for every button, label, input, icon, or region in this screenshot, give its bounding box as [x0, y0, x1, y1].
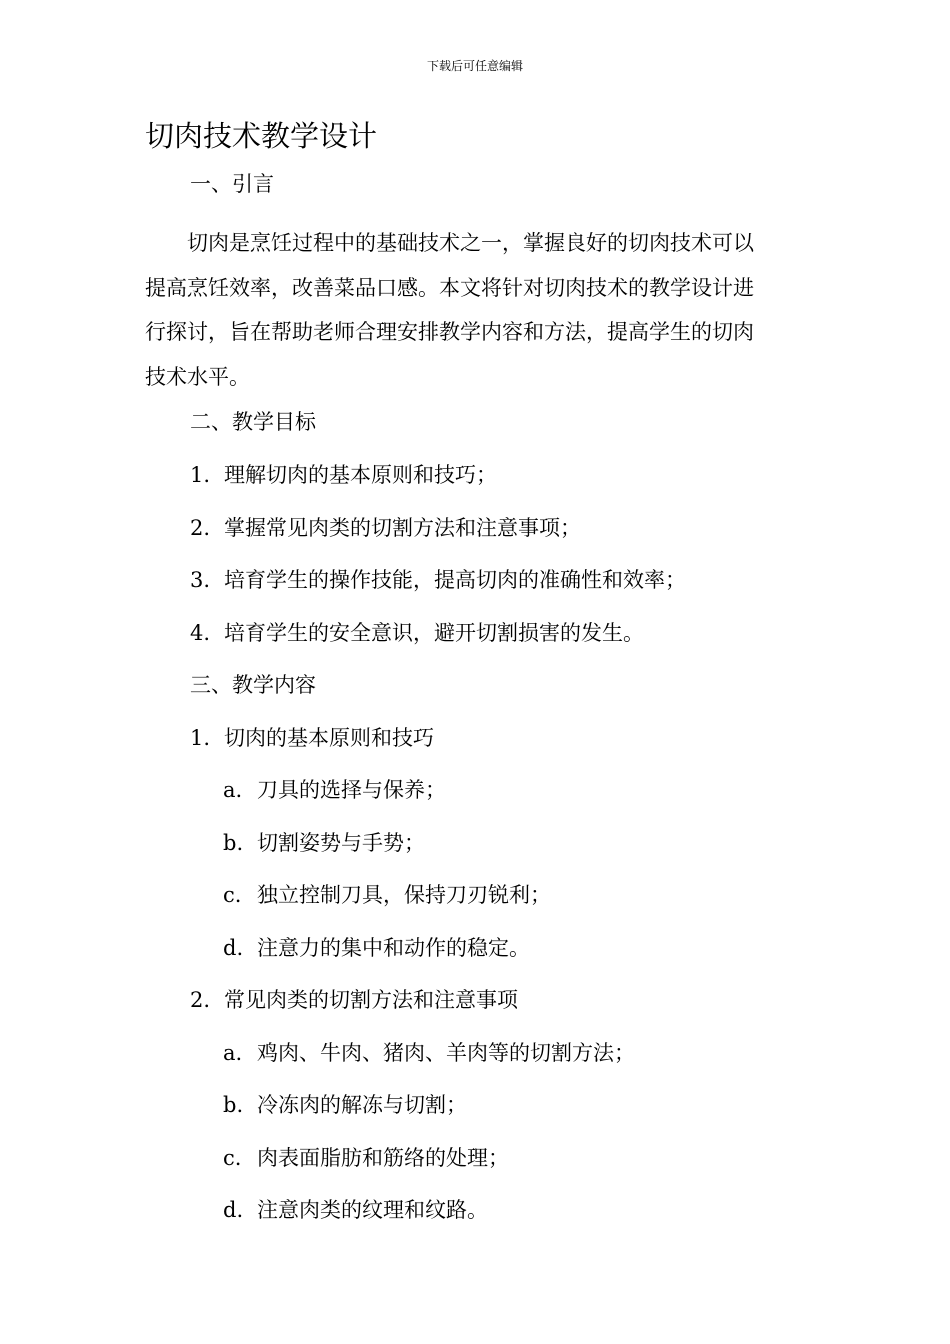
- section-heading-content: 三、教学内容: [190, 673, 316, 697]
- section-heading-introduction: 一、引言: [190, 172, 274, 196]
- paragraph-line: 切肉是烹饪过程中的基础技术之一，掌握良好的切肉技术可以: [145, 231, 754, 255]
- subitem-text: 冷冻肉的解冻与切割；: [257, 1093, 467, 1117]
- subitem-letter: a.: [223, 778, 243, 802]
- subitem-letter: d.: [223, 936, 244, 960]
- content-group-heading: [190, 986, 518, 1014]
- item-number: 3.: [190, 568, 211, 592]
- content-group-heading: [190, 724, 434, 752]
- item-number: 2.: [190, 516, 211, 540]
- subitem-letter: a.: [223, 1041, 243, 1065]
- content-subitem: [223, 776, 446, 804]
- item-number: 2.: [190, 988, 211, 1012]
- content-subitem: [223, 1091, 467, 1119]
- subitem-letter: c.: [223, 883, 242, 907]
- subitem-text: 刀具的选择与保养；: [257, 778, 446, 802]
- item-number: 4.: [190, 621, 211, 645]
- subitem-text: 注意肉类的纹理和纹路。: [257, 1198, 488, 1222]
- objective-item: [190, 566, 686, 594]
- introduction-paragraph: [145, 221, 795, 399]
- subitem-text: 鸡肉、牛肉、猪肉、羊肉等的切割方法；: [257, 1041, 635, 1065]
- subitem-text: 切割姿势与手势；: [257, 831, 425, 855]
- document-title: 切肉技术教学设计: [145, 119, 378, 153]
- content-subitem: [223, 1196, 488, 1224]
- item-text: 切肉的基本原则和技巧: [224, 726, 434, 750]
- subitem-letter: d.: [223, 1198, 244, 1222]
- subitem-letter: b.: [223, 1093, 244, 1117]
- item-text: 培育学生的操作技能，提高切肉的准确性和效率；: [224, 568, 686, 592]
- content-subitem: [223, 1039, 635, 1067]
- subitem-letter: c.: [223, 1146, 242, 1170]
- section-heading-objectives: 二、教学目标: [190, 410, 316, 434]
- content-subitem: [223, 829, 425, 857]
- paragraph-line: 行探讨，旨在帮助老师合理安排教学内容和方法，提高学生的切肉: [145, 320, 754, 344]
- item-text: 培育学生的安全意识，避开切割损害的发生。: [224, 621, 644, 645]
- item-text: 常见肉类的切割方法和注意事项: [224, 988, 518, 1012]
- subitem-letter: b.: [223, 831, 244, 855]
- item-text: 掌握常见肉类的切割方法和注意事项；: [224, 516, 581, 540]
- subitem-text: 独立控制刀具，保持刀刃锐利；: [257, 883, 551, 907]
- page-header: 下载后可任意编辑: [426, 59, 523, 73]
- objective-item: [190, 461, 497, 489]
- objective-item: [190, 619, 644, 647]
- content-subitem: [223, 1144, 509, 1172]
- content-subitem: [223, 934, 530, 962]
- paragraph-line: 提高烹饪效率，改善菜品口感。本文将针对切肉技术的教学设计进: [145, 275, 754, 300]
- objective-item: [190, 514, 581, 542]
- content-subitem: [223, 881, 551, 909]
- subitem-text: 注意力的集中和动作的稳定。: [257, 936, 530, 960]
- paragraph-line: 技术水平。: [145, 364, 250, 389]
- item-number: 1.: [190, 463, 211, 487]
- subitem-text: 肉表面脂肪和筋络的处理；: [257, 1146, 509, 1170]
- item-number: 1.: [190, 726, 211, 750]
- item-text: 理解切肉的基本原则和技巧；: [224, 463, 497, 487]
